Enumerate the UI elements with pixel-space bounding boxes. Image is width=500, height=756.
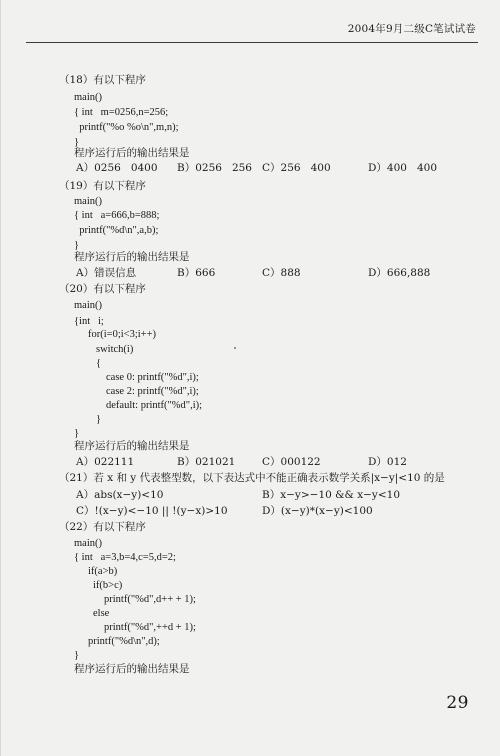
- question-20-number: （20）有以下程序: [59, 283, 146, 295]
- code-line: main(): [74, 196, 102, 207]
- option-d: D）400 400: [368, 162, 438, 174]
- option-d: D）(x−y)*(x−y)<100: [262, 505, 373, 517]
- option-a: A）022111: [76, 456, 135, 468]
- question-prompt: 程序运行后的输出结果是: [74, 251, 190, 263]
- code-line: printf("%d\n",a,b);: [74, 225, 159, 236]
- code-line: switch(i): [96, 344, 134, 355]
- option-b: B）x−y>−10 && x−y<10: [262, 489, 401, 501]
- code-line: if(a>b): [88, 566, 118, 577]
- option-b: B）666: [177, 267, 216, 279]
- question-22-number: （22）有以下程序: [59, 521, 146, 533]
- option-c: C）!(x−y)<−10 || !(y−x)>10: [76, 505, 228, 517]
- code-line: else: [93, 608, 110, 619]
- question-prompt: 程序运行后的输出结果是: [74, 663, 190, 675]
- code-line: {int i;: [74, 316, 104, 327]
- code-line: }: [74, 650, 80, 661]
- code-line: {: [96, 358, 102, 369]
- option-d: D）666,888: [368, 267, 431, 279]
- question-prompt: 程序运行后的输出结果是: [74, 147, 190, 159]
- question-prompt: 程序运行后的输出结果是: [74, 440, 190, 452]
- code-line: }: [96, 414, 102, 425]
- code-line: main(): [74, 538, 102, 549]
- print-speck: [234, 347, 236, 349]
- code-line: printf("%d\n",d);: [88, 636, 160, 647]
- option-c: C）888: [262, 267, 301, 279]
- option-b: B）0256 256: [177, 162, 252, 174]
- code-line: for(i=0;i<3;i++): [88, 329, 157, 340]
- question-21-text: （21）若 x 和 y 代表整型数，以下表达式中不能正确表示数学关系|x−y|<10 的是: [59, 472, 445, 484]
- code-line: printf("%d",d++ + 1);: [104, 594, 196, 605]
- option-d: D）012: [368, 456, 407, 468]
- option-b: B）021021: [177, 456, 236, 468]
- code-line: main(): [74, 300, 102, 311]
- option-c: C）000122: [262, 456, 321, 468]
- code-line: if(b>c): [93, 580, 123, 591]
- option-a: A）0256 0400: [76, 162, 158, 174]
- question-19-number: （19）有以下程序: [59, 180, 146, 192]
- code-line: { int m=0256,n=256;: [74, 107, 169, 118]
- code-line: case 2: printf("%d",i);: [106, 386, 199, 397]
- code-line: printf("%o %o\n",m,n);: [74, 122, 179, 133]
- code-line: case 0: printf("%d",i);: [106, 372, 199, 383]
- code-line: { int a=3,b=4,c=5,d=2;: [74, 552, 176, 563]
- code-line: }: [74, 428, 80, 439]
- code-line: default: printf("%d",i);: [106, 400, 203, 411]
- page-number: 29: [446, 693, 469, 713]
- code-line: { int a=666,b=888;: [74, 210, 160, 221]
- question-18-number: （18）有以下程序: [59, 74, 146, 86]
- code-line: }: [74, 137, 80, 148]
- option-a: A）错误信息: [76, 267, 137, 279]
- code-line: }: [74, 240, 80, 251]
- code-line: main(): [74, 92, 102, 103]
- option-a: A）abs(x−y)<10: [76, 489, 164, 501]
- option-c: C）256 400: [262, 162, 331, 174]
- exam-title: 2004年9月二级C笔试试卷: [347, 23, 476, 35]
- code-line: printf("%d",++d + 1);: [104, 622, 196, 633]
